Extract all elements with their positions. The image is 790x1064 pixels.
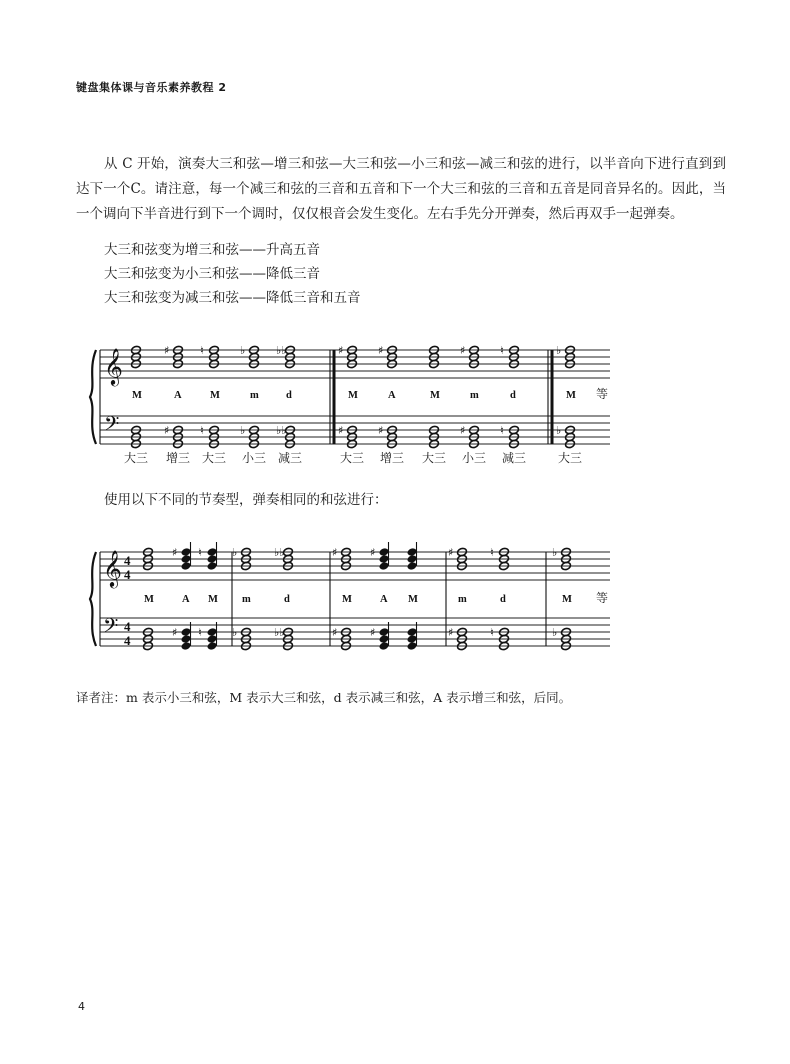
notehead (407, 554, 418, 564)
accidental-icon: ♯ (338, 344, 344, 357)
accidental-icon: ♭ (552, 546, 558, 559)
notehead (181, 641, 192, 651)
accidental-icon: ♭ (232, 546, 238, 559)
treble-chord (556, 344, 575, 369)
accidental-icon: ♮ (500, 424, 504, 437)
chord-name-cn: 减三 (278, 451, 303, 465)
notehead (181, 627, 192, 637)
time-sig-bottom-bass: 4 (124, 633, 131, 648)
treble-chord (370, 546, 389, 571)
bass-chord (552, 626, 571, 651)
time-sig-bottom-treble: 4 (124, 567, 131, 582)
notehead (407, 634, 418, 644)
bass-chord (276, 424, 295, 449)
accidental-icon: ♮ (200, 424, 204, 437)
time-sig-top-treble: 4 (124, 553, 131, 568)
notehead (379, 641, 390, 651)
accidental-icon: ♭ (556, 424, 562, 437)
treble-clef-icon: 𝄞 (103, 549, 122, 587)
accidental-icon: ♯ (378, 344, 384, 357)
accidental-icon: ♮ (200, 344, 204, 357)
bass-chord (240, 424, 259, 449)
accidental-icon: ♯ (448, 626, 454, 639)
notehead (181, 547, 192, 557)
chord-symbol: m (458, 594, 467, 605)
chord-names-chinese (124, 450, 582, 465)
notehead (379, 627, 390, 637)
chord-symbol: d (500, 594, 506, 605)
bass-chord (556, 424, 575, 449)
accidental-icon: ♯ (338, 424, 344, 437)
chord-symbol: A (174, 390, 182, 401)
treble-chord (378, 344, 397, 369)
chord-name-cn: 大三 (340, 451, 365, 465)
bass-chord (490, 626, 509, 651)
chord-name-cn: 大三 (422, 451, 447, 465)
chord-symbol: d (286, 390, 292, 401)
chord-symbol: M (144, 594, 154, 605)
notehead (207, 641, 218, 651)
accidental-icon: ♯ (448, 546, 454, 559)
bass-chord (198, 626, 217, 651)
treble-chord (500, 344, 519, 369)
accidental-icon: ♯ (164, 424, 170, 437)
accidental-icon: ♭ (552, 626, 558, 639)
bass-chord (448, 626, 467, 651)
bass-chord (200, 424, 219, 449)
chord-symbol: M (408, 594, 418, 605)
accidental-icon: ♯ (370, 626, 376, 639)
accidental-icon: ♭♭ (274, 546, 285, 559)
chord-symbol: M (342, 594, 352, 605)
chord-symbol: d (284, 594, 290, 605)
chord-symbol: m (250, 390, 259, 401)
treble-chord (240, 344, 259, 369)
chord-symbol: M (566, 390, 576, 401)
chord-rules (104, 238, 361, 310)
notehead (207, 634, 218, 644)
treble-chord (276, 344, 295, 369)
treble-chord (198, 546, 217, 571)
treble-chord (552, 546, 571, 571)
chord-symbol: m (470, 390, 479, 401)
chord-name-cn: 小三 (242, 451, 267, 465)
brace (90, 552, 96, 646)
accidental-icon: ♯ (172, 626, 178, 639)
chord-symbol: A (182, 594, 190, 605)
rule-augmented: 大三和弦变为增三和弦——升高五音 (104, 242, 320, 258)
accidental-icon: ♮ (198, 626, 202, 639)
chord-name-cn: 大三 (558, 451, 583, 465)
time-sig-top-bass: 4 (124, 619, 131, 634)
chord-symbol: M (430, 390, 440, 401)
accidental-icon: ♯ (370, 546, 376, 559)
chord-name-cn: 减三 (502, 451, 527, 465)
bass-clef-icon: 𝄢 (104, 412, 120, 440)
bass-chord (332, 626, 351, 651)
etc-label: 等 (596, 387, 609, 401)
chord-symbol: M (208, 594, 218, 605)
chord-symbol: m (242, 594, 251, 605)
bass-chord (370, 626, 389, 651)
accidental-icon: ♭ (240, 424, 246, 437)
bass-chord (378, 424, 397, 449)
accidental-icon: ♭♭ (276, 424, 287, 437)
treble-chord (164, 344, 183, 369)
notehead (207, 627, 218, 637)
notehead (207, 561, 218, 571)
bass-chord (500, 424, 519, 449)
chord-symbol: M (132, 390, 142, 401)
treble-chord (332, 546, 351, 571)
accidental-icon: ♯ (460, 344, 466, 357)
score-example-2 (0, 530, 790, 660)
chord-name-cn: 小三 (462, 451, 487, 465)
chord-noteheads (143, 542, 572, 651)
bass-chord (460, 424, 479, 449)
notehead (379, 554, 390, 564)
notehead (207, 554, 218, 564)
notehead (407, 641, 418, 651)
rule-diminished: 大三和弦变为减三和弦——降低三音和五音 (104, 290, 361, 306)
bass-chord (164, 424, 183, 449)
score-example-1 (0, 330, 790, 470)
treble-chord (448, 546, 467, 571)
notehead (407, 547, 418, 557)
bass-chord (407, 627, 418, 651)
bass-chord (274, 626, 293, 651)
etc-label: 等 (596, 591, 609, 605)
accidental-icon: ♯ (164, 344, 170, 357)
chord-symbols (144, 591, 608, 605)
notehead (379, 634, 390, 644)
notehead (379, 547, 390, 557)
notehead (181, 554, 192, 564)
chord-symbol: A (380, 594, 388, 605)
notehead (181, 634, 192, 644)
treble-chord (490, 546, 509, 571)
accidental-icon: ♭♭ (276, 344, 287, 357)
bass-chord (172, 626, 191, 651)
bass-chord (338, 424, 357, 449)
accidental-icon: ♮ (490, 546, 494, 559)
treble-chord (172, 546, 191, 571)
bass-chord (232, 626, 251, 651)
treble-clef-icon: 𝄞 (104, 347, 123, 385)
translator-note: 译者注：m 表示小三和弦，M 表示大三和弦，d 表示减三和弦，A 表示增三和弦，后同。 (76, 690, 572, 705)
notehead (407, 561, 418, 571)
chord-name-cn: 大三 (124, 451, 149, 465)
treble-chord (407, 547, 418, 571)
accidental-icon: ♮ (500, 344, 504, 357)
running-header: 键盘集体课与音乐素养教程 2 (76, 81, 227, 94)
accidental-icon: ♭ (232, 626, 238, 639)
accidental-icon: ♯ (332, 626, 338, 639)
chord-symbol: d (510, 390, 516, 401)
rhythm-instruction: 使用以下不同的节奏型，弹奏相同的和弦进行： (104, 492, 388, 508)
treble-chord (460, 344, 479, 369)
notehead (407, 627, 418, 637)
chord-symbol: A (388, 390, 396, 401)
chord-symbol: M (562, 594, 572, 605)
treble-chord (274, 546, 293, 571)
accidental-icon: ♮ (490, 626, 494, 639)
treble-chord (338, 344, 357, 369)
chord-symbol: M (348, 390, 358, 401)
brace (90, 350, 96, 444)
chord-name-cn: 大三 (202, 451, 227, 465)
chord-name-cn: 增三 (166, 451, 191, 465)
accidental-icon: ♯ (172, 546, 178, 559)
accidental-icon: ♯ (460, 424, 466, 437)
accidental-icon: ♭ (556, 344, 562, 357)
rule-minor: 大三和弦变为小三和弦——降低三音 (104, 266, 320, 282)
chord-symbol: M (210, 390, 220, 401)
chord-symbols (132, 387, 608, 401)
intro-paragraph: 从 C 开始，演奏大三和弦—增三和弦—大三和弦—小三和弦—减三和弦的进行，以半音向下进行直到到达下一个C。请注意，每一个减三和弦的三音和五音和下一个大三和弦的三音和五音是同音异名的。因此，当一个调向下半音进行到下一个调时，仅仅根音会发生变化。左右手先分开弹奏，然后再双手一起弹奏。 (76, 156, 726, 222)
treble-chord (200, 344, 219, 369)
accidental-icon: ♯ (332, 546, 338, 559)
bass-clef-icon: 𝄢 (103, 614, 119, 642)
accidental-icon: ♭ (240, 344, 246, 357)
notehead (181, 561, 192, 571)
accidental-icon: ♮ (198, 546, 202, 559)
page-number: 4 (78, 1000, 85, 1013)
notehead (379, 561, 390, 571)
accidental-icon: ♯ (378, 424, 384, 437)
treble-chord (232, 546, 251, 571)
chord-name-cn: 增三 (380, 451, 405, 465)
notehead (207, 547, 218, 557)
accidental-icon: ♭♭ (274, 626, 285, 639)
